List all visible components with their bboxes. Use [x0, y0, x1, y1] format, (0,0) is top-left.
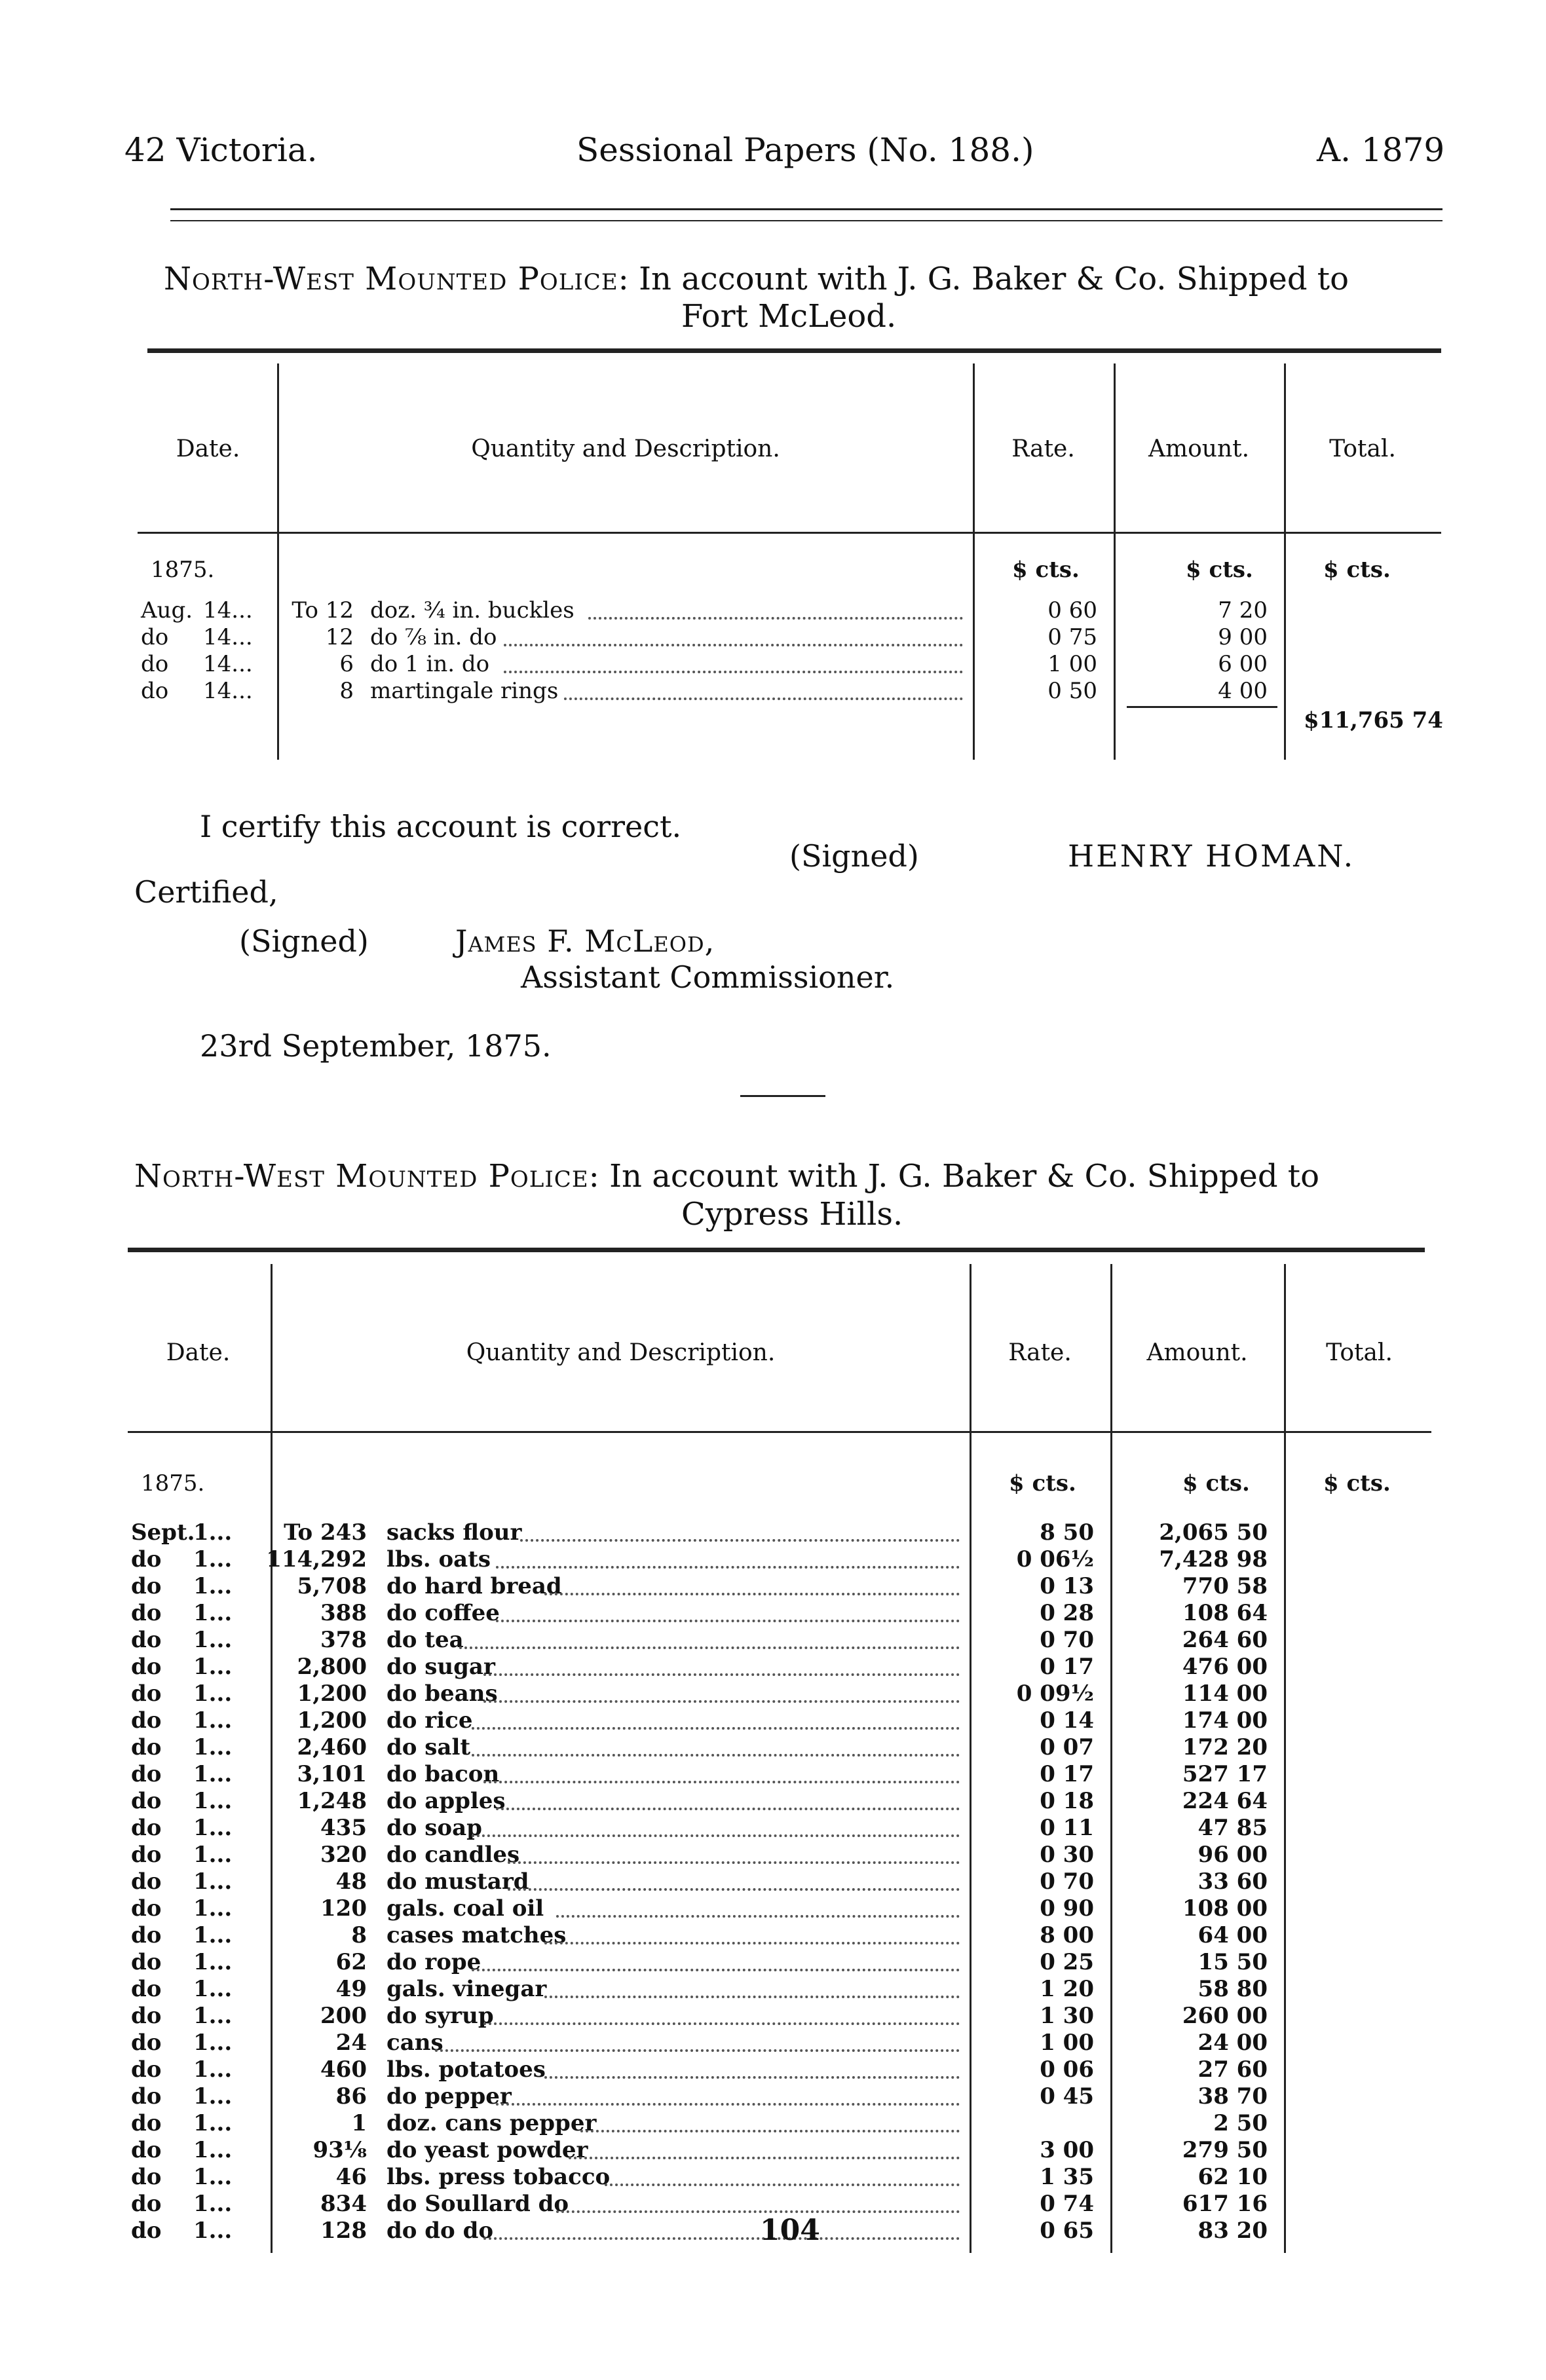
- row-month: do: [131, 1627, 162, 1653]
- row-rate: 0 75: [1047, 624, 1097, 650]
- row-description: lbs. oats: [387, 1546, 491, 1572]
- row-amount: 4 00: [1218, 678, 1268, 704]
- leader-dots: [544, 1942, 960, 1944]
- row-quantity: 1,200: [297, 1707, 367, 1734]
- row-quantity: 114,292: [266, 1546, 367, 1572]
- row-amount: 33 60: [1197, 1869, 1268, 1895]
- row-description: do do do: [387, 2218, 494, 2244]
- leader-dots: [496, 1808, 960, 1810]
- row-month: do: [131, 1573, 162, 1599]
- column-header: Date.: [166, 1339, 231, 1366]
- account2-top-rule: [128, 1248, 1425, 1252]
- row-rate: 1 00: [1040, 2030, 1094, 2056]
- row-amount: 279 50: [1182, 2137, 1268, 2163]
- row-description: do hard bread: [387, 1573, 562, 1599]
- leader-dots: [544, 1996, 960, 1998]
- row-quantity: 12: [325, 624, 354, 650]
- row-month: do: [131, 2137, 162, 2163]
- year-label: 1875.: [151, 557, 215, 583]
- leader-dots: [483, 1700, 960, 1703]
- row-day: 1...: [193, 1842, 233, 1868]
- row-rate: 0 18: [1040, 1788, 1094, 1814]
- row-rate: 0 25: [1040, 1949, 1094, 1975]
- leader-dots: [483, 1781, 960, 1783]
- row-amount: 6 00: [1218, 651, 1268, 677]
- row-amount: 260 00: [1182, 2003, 1268, 2029]
- running-header-right: A. 1879: [1317, 131, 1445, 169]
- row-rate: 0 60: [1047, 597, 1097, 623]
- row-rate: 3 00: [1040, 2137, 1094, 2163]
- leader-dots: [508, 1888, 960, 1891]
- signatory-title-2: Assistant Commissioner.: [521, 959, 895, 995]
- row-description: do mustard: [387, 1869, 529, 1895]
- row-day: 14...: [203, 624, 253, 650]
- account1-top-rule: [147, 348, 1441, 353]
- row-quantity: 48: [335, 1869, 367, 1895]
- total-units: $ cts.: [1323, 1470, 1391, 1497]
- row-quantity: 2,800: [297, 1654, 367, 1680]
- row-month: do: [131, 2083, 162, 2110]
- row-rate: 0 70: [1040, 1869, 1094, 1895]
- row-rate: 0 07: [1040, 1734, 1094, 1760]
- leader-dots: [483, 1673, 960, 1676]
- header-separator-rule: [128, 1431, 1431, 1433]
- signatory-name-1: HENRY HOMAN.: [1068, 838, 1355, 874]
- row-amount: 108 00: [1182, 1895, 1268, 1922]
- row-rate: 0 30: [1040, 1842, 1094, 1868]
- row-day: 14...: [203, 597, 253, 623]
- amount-units: $ cts.: [1186, 557, 1253, 583]
- row-day: 1...: [193, 1654, 233, 1680]
- row-description: martingale rings: [370, 678, 559, 704]
- header-rule: [170, 208, 1442, 210]
- leader-dots: [504, 671, 963, 673]
- column-header: Amount.: [1146, 1339, 1248, 1366]
- row-amount: 7 20: [1218, 597, 1268, 623]
- row-description: do candles: [387, 1842, 520, 1868]
- leader-dots: [556, 2210, 960, 2213]
- row-amount: 264 60: [1182, 1627, 1268, 1653]
- leader-dots: [580, 2130, 960, 2132]
- row-day: 1...: [193, 1546, 233, 1572]
- row-rate: 1 30: [1040, 2003, 1094, 2029]
- row-rate: 0 45: [1040, 2083, 1094, 2110]
- row-quantity: 8: [339, 678, 354, 704]
- account2-title-org: North-West Mounted Police: [134, 1158, 589, 1195]
- row-day: 1...: [193, 2110, 233, 2136]
- certification-date: 23rd September, 1875.: [200, 1028, 552, 1064]
- row-description: cans: [387, 2030, 443, 2056]
- row-rate: 0 65: [1040, 2218, 1094, 2244]
- row-day: 1...: [193, 1573, 233, 1599]
- row-amount: 108 64: [1182, 1600, 1268, 1626]
- row-amount: 47 85: [1197, 1815, 1268, 1841]
- row-amount: 38 70: [1197, 2083, 1268, 2110]
- certified-label: Certified,: [134, 874, 278, 910]
- row-month: Sept.: [131, 1519, 195, 1546]
- row-amount: 770 58: [1182, 1573, 1268, 1599]
- row-day: 1...: [193, 1895, 233, 1922]
- row-quantity: 320: [320, 1842, 367, 1868]
- row-amount: 62 10: [1197, 2164, 1268, 2190]
- leader-dots: [472, 1834, 960, 1837]
- total-units: $ cts.: [1323, 557, 1391, 583]
- row-description: sacks flour: [387, 1519, 522, 1546]
- row-rate: 0 28: [1040, 1600, 1094, 1626]
- row-quantity: 46: [335, 2164, 367, 2190]
- row-description: do bacon: [387, 1761, 500, 1787]
- row-month: do: [141, 678, 169, 704]
- page-number: 104: [760, 2214, 820, 2247]
- account1-title: [164, 261, 1349, 297]
- row-quantity: 378: [320, 1627, 367, 1653]
- row-description: lbs. potatoes: [387, 2056, 546, 2083]
- leader-dots: [508, 1861, 960, 1864]
- row-rate: 0 09½: [1016, 1681, 1094, 1707]
- row-quantity: 93⅛: [312, 2137, 367, 2163]
- row-quantity: 128: [320, 2218, 367, 2244]
- amount-units: $ cts.: [1182, 1470, 1250, 1497]
- row-quantity: 6: [339, 651, 354, 677]
- row-month: do: [141, 651, 169, 677]
- column-header: Quantity and Description.: [471, 436, 780, 462]
- row-description: do beans: [387, 1681, 498, 1707]
- signatory-name-2: James F. McLeod,: [455, 923, 715, 959]
- total-rule: [1127, 706, 1277, 708]
- row-day: 1...: [193, 1681, 233, 1707]
- row-day: 1...: [193, 2164, 233, 2190]
- leader-dots: [588, 617, 963, 620]
- row-amount: 527 17: [1182, 1761, 1268, 1787]
- row-month: do: [131, 1842, 162, 1868]
- row-description: do syrup: [387, 2003, 494, 2029]
- row-quantity: 1,200: [297, 1681, 367, 1707]
- account1-title-rest: : In account with J. G. Baker & Co. Shipped to: [618, 261, 1349, 297]
- row-month: do: [131, 2003, 162, 2029]
- row-month: do: [131, 1949, 162, 1975]
- row-amount: 2 50: [1213, 2110, 1268, 2136]
- row-month: do: [131, 2030, 162, 2056]
- row-description: do salt: [387, 1734, 471, 1760]
- row-month: do: [131, 1654, 162, 1680]
- row-rate: 0 17: [1040, 1761, 1094, 1787]
- section-separator: [740, 1095, 825, 1097]
- column-header: Rate.: [1011, 436, 1075, 462]
- row-day: 1...: [193, 2003, 233, 2029]
- row-description: do Soullard do: [387, 2191, 569, 2217]
- column-header: Total.: [1326, 1339, 1393, 1366]
- row-quantity: 3,101: [297, 1761, 367, 1787]
- row-description: do 1 in. do: [370, 651, 490, 677]
- leader-dots: [556, 1915, 960, 1918]
- row-amount: 27 60: [1197, 2056, 1268, 2083]
- account1-title-org: North-West Mounted Police: [164, 261, 618, 297]
- row-day: 14...: [203, 678, 253, 704]
- signed-label-2: (Signed): [239, 923, 369, 959]
- row-day: 1...: [193, 2137, 233, 2163]
- row-day: 14...: [203, 651, 253, 677]
- row-quantity: 49: [335, 1976, 367, 2002]
- row-month: Aug.: [141, 597, 193, 623]
- row-day: 1...: [193, 2030, 233, 2056]
- certify-text: I certify this account is correct.: [200, 809, 682, 844]
- row-description: do pepper: [387, 2083, 512, 2110]
- row-day: 1...: [193, 1627, 233, 1653]
- row-rate: 0 70: [1040, 1627, 1094, 1653]
- row-amount: 58 80: [1197, 1976, 1268, 2002]
- row-description: cases matches: [387, 1922, 567, 1948]
- row-month: do: [131, 1546, 162, 1572]
- running-header-left: 42 Victoria.: [124, 131, 318, 169]
- row-rate: 1 00: [1047, 651, 1097, 677]
- row-description: lbs. press tobacco: [387, 2164, 611, 2190]
- rate-units: $ cts.: [1009, 1470, 1076, 1497]
- row-rate: 1 20: [1040, 1976, 1094, 2002]
- row-day: 1...: [193, 2083, 233, 2110]
- row-quantity: 388: [320, 1600, 367, 1626]
- account-total: $11,765 74: [1304, 707, 1443, 734]
- leader-dots: [472, 1754, 960, 1757]
- row-amount: 24 00: [1197, 2030, 1268, 2056]
- row-quantity: To 243: [284, 1519, 367, 1546]
- row-description: do rope: [387, 1949, 481, 1975]
- row-day: 1...: [193, 1815, 233, 1841]
- row-amount: 172 20: [1182, 1734, 1268, 1760]
- row-month: do: [131, 1734, 162, 1760]
- row-month: do: [131, 1922, 162, 1948]
- column-header: Amount.: [1148, 436, 1250, 462]
- row-description: do tea: [387, 1627, 464, 1653]
- row-quantity: 8: [351, 1922, 367, 1948]
- row-month: do: [131, 1976, 162, 2002]
- row-month: do: [131, 1869, 162, 1895]
- leader-dots: [605, 2184, 960, 2186]
- column-header: Rate.: [1008, 1339, 1072, 1366]
- row-month: do: [131, 2191, 162, 2217]
- account2-title: [134, 1158, 1319, 1195]
- column-header: Total.: [1329, 436, 1396, 462]
- leader-dots: [504, 644, 963, 646]
- row-amount: 9 00: [1218, 624, 1268, 650]
- row-description: gals. vinegar: [387, 1976, 547, 2002]
- row-rate: 0 74: [1040, 2191, 1094, 2217]
- row-description: do ⅞ in. do: [370, 624, 497, 650]
- row-month: do: [131, 1681, 162, 1707]
- row-description: do yeast powder: [387, 2137, 588, 2163]
- row-month: do: [131, 1600, 162, 1626]
- row-day: 1...: [193, 1949, 233, 1975]
- row-amount: 617 16: [1182, 2191, 1268, 2217]
- row-amount: 96 00: [1197, 1842, 1268, 1868]
- row-month: do: [141, 624, 169, 650]
- running-header-center: Sessional Papers (No. 188.): [576, 131, 1034, 169]
- row-day: 1...: [193, 1788, 233, 1814]
- leader-dots: [564, 697, 963, 700]
- column-divider: [1284, 363, 1286, 760]
- row-month: do: [131, 2164, 162, 2190]
- row-day: 1...: [193, 1869, 233, 1895]
- row-rate: 8 50: [1040, 1519, 1094, 1546]
- row-rate: 0 06½: [1016, 1546, 1094, 1572]
- leader-dots: [496, 1566, 960, 1569]
- row-month: do: [131, 1895, 162, 1922]
- row-quantity: 200: [320, 2003, 367, 2029]
- row-month: do: [131, 1707, 162, 1734]
- row-rate: 0 90: [1040, 1895, 1094, 1922]
- row-rate: 1 35: [1040, 2164, 1094, 2190]
- leader-dots: [496, 1620, 960, 1622]
- row-rate: 0 13: [1040, 1573, 1094, 1599]
- row-day: 1...: [193, 2056, 233, 2083]
- row-quantity: 62: [335, 1949, 367, 1975]
- row-rate: 0 06: [1040, 2056, 1094, 2083]
- row-day: 1...: [193, 1707, 233, 1734]
- column-header: Date.: [176, 436, 240, 462]
- row-day: 1...: [193, 1519, 233, 1546]
- row-quantity: 24: [335, 2030, 367, 2056]
- row-day: 1...: [193, 1761, 233, 1787]
- row-amount: 174 00: [1182, 1707, 1268, 1734]
- leader-dots: [496, 2103, 960, 2106]
- row-month: do: [131, 2056, 162, 2083]
- year-label: 1875.: [141, 1470, 205, 1497]
- row-description: do soap: [387, 1815, 482, 1841]
- row-quantity: 120: [320, 1895, 367, 1922]
- column-header: Quantity and Description.: [466, 1339, 776, 1366]
- row-quantity: 86: [335, 2083, 367, 2110]
- row-day: 1...: [193, 1600, 233, 1626]
- leader-dots: [459, 1646, 960, 1649]
- row-day: 1...: [193, 1734, 233, 1760]
- row-rate: 0 17: [1040, 1654, 1094, 1680]
- row-description: gals. coal oil: [387, 1895, 544, 1922]
- rate-units: $ cts.: [1012, 557, 1080, 583]
- header-separator-rule: [138, 532, 1441, 534]
- row-description: do sugar: [387, 1654, 495, 1680]
- row-month: do: [131, 1815, 162, 1841]
- account2-title-rest: : In account with J. G. Baker & Co. Shipped to: [588, 1158, 1319, 1195]
- column-divider: [1284, 1264, 1286, 2253]
- row-rate: 0 14: [1040, 1707, 1094, 1734]
- row-rate: 0 50: [1047, 678, 1097, 704]
- leader-dots: [483, 2237, 960, 2240]
- leader-dots: [472, 1969, 960, 1971]
- leader-dots: [472, 1727, 960, 1730]
- row-month: do: [131, 2110, 162, 2136]
- row-amount: 114 00: [1182, 1681, 1268, 1707]
- row-description: do rice: [387, 1707, 473, 1734]
- signed-label-1: (Signed): [789, 838, 919, 874]
- leader-dots: [520, 1539, 960, 1542]
- row-quantity: 5,708: [297, 1573, 367, 1599]
- row-amount: 64 00: [1197, 1922, 1268, 1948]
- row-description: do coffee: [387, 1600, 500, 1626]
- row-description: doz. ¾ in. buckles: [370, 597, 575, 623]
- row-quantity: 834: [320, 2191, 367, 2217]
- leader-dots: [544, 2076, 960, 2079]
- row-quantity: 1: [351, 2110, 367, 2136]
- row-amount: 224 64: [1182, 1788, 1268, 1814]
- row-description: do apples: [387, 1788, 506, 1814]
- row-amount: 15 50: [1197, 1949, 1268, 1975]
- row-month: do: [131, 1788, 162, 1814]
- row-description: doz. cans pepper: [387, 2110, 597, 2136]
- header-rule-thin: [170, 220, 1442, 221]
- row-rate: 8 00: [1040, 1922, 1094, 1948]
- row-amount: 2,065 50: [1159, 1519, 1268, 1546]
- row-month: do: [131, 2218, 162, 2244]
- leader-dots: [435, 2049, 960, 2052]
- row-quantity: To 12: [292, 597, 354, 623]
- row-day: 1...: [193, 2218, 233, 2244]
- row-month: do: [131, 1761, 162, 1787]
- leader-dots: [569, 2157, 960, 2159]
- row-day: 1...: [193, 1922, 233, 1948]
- leader-dots: [483, 2022, 960, 2025]
- row-quantity: 2,460: [297, 1734, 367, 1760]
- account1-title-line2: Fort McLeod.: [681, 298, 897, 335]
- row-quantity: 460: [320, 2056, 367, 2083]
- row-day: 1...: [193, 2191, 233, 2217]
- row-amount: 7,428 98: [1159, 1546, 1268, 1572]
- row-amount: 83 20: [1197, 2218, 1268, 2244]
- row-quantity: 435: [320, 1815, 367, 1841]
- leader-dots: [544, 1593, 960, 1595]
- account2-title-line2: Cypress Hills.: [681, 1196, 903, 1233]
- row-day: 1...: [193, 1976, 233, 2002]
- row-rate: 0 11: [1040, 1815, 1094, 1841]
- row-quantity: 1,248: [297, 1788, 367, 1814]
- row-amount: 476 00: [1182, 1654, 1268, 1680]
